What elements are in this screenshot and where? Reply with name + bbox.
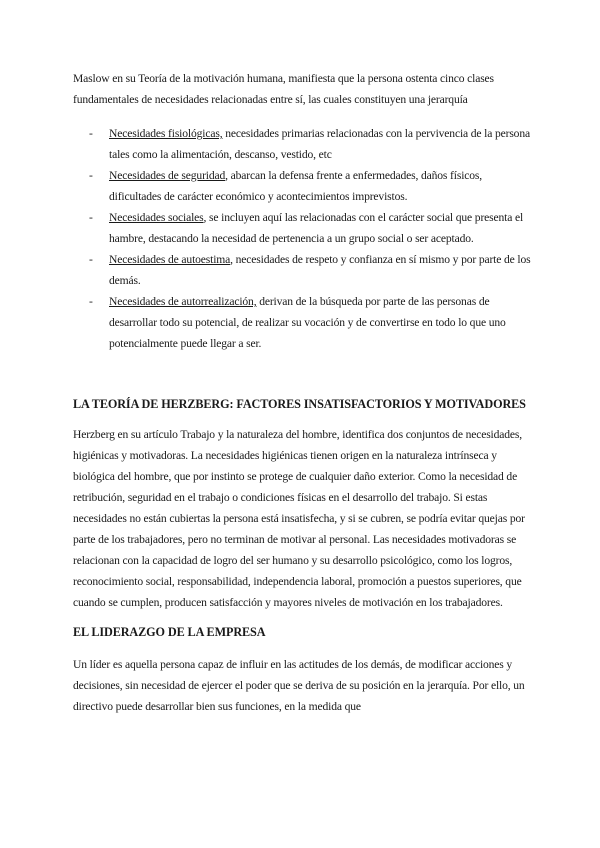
need-term: Necesidades fisiológicas, (109, 127, 223, 140)
maslow-intro-paragraph: Maslow en su Teoría de la motivación humana, manifiesta que la persona ostenta cinco clases fundamentales de necesidades relacionadas entre sí, las cuales constituyen una jerarquía (73, 72, 494, 106)
need-term: Necesidades sociales (109, 211, 204, 224)
need-term: Necesidades de autorrealización, (109, 295, 257, 308)
list-item (73, 291, 533, 354)
list-bullet: - (89, 169, 93, 182)
list-item (73, 123, 533, 165)
list-bullet: - (89, 211, 93, 224)
list-bullet: - (89, 295, 93, 308)
herzberg-heading: LA TEORÍA DE HERZBERG: FACTORES INSATISFACTORIOS Y MOTIVADORES (73, 397, 526, 411)
list-item (73, 207, 533, 249)
need-description: , abarcan la defensa frente a enfermedades, daños físicos, dificultades de carácter económico y acontecimientos imprevistos. (109, 169, 483, 203)
need-term: Necesidades de seguridad (109, 169, 226, 182)
need-description: necesidades primarias relacionadas con la pervivencia de la persona tales como la alimentación, descanso, vestido, etc (109, 127, 530, 161)
list-item (73, 249, 533, 291)
document-page (73, 68, 533, 717)
needs-list (73, 123, 533, 354)
liderazgo-paragraph: Un líder es aquella persona capaz de influir en las actitudes de los demás, de modificar acciones y decisiones, sin necesidad de ejercer el poder que se deriva de su posición en la jerarquía. Por ello, un directivo puede desarrollar bien sus funciones, en la medida que (73, 658, 525, 713)
need-description: derivan de la búsqueda por parte de las personas de desarrollar todo su potencial, de realizar su vocación y de convertirse en todo lo que uno potencialmente puede llegar a ser. (109, 295, 506, 350)
list-bullet: - (89, 127, 93, 140)
herzberg-paragraph: Herzberg en su artículo Trabajo y la naturaleza del hombre, identifica dos conjuntos de necesidades, higiénicas y motivadoras. La necesidades higiénicas tienen origen en la naturaleza intrínseca y biológica del hombre, que por instinto se protege de cualquier daño exterior. Como la necesidad de retribución, seguridad en el trabajo o condiciones físicas en el desarrollo del trabajo. Si estas necesidades no están cubiertas la persona está insatisfecha, y si se cubren, se podría evitar quejas por parte de los trabajadores, pero no terminan de motivar al personal. Las necesidades motivadoras se relacionan con la capacidad de logro del ser humano y su desarrollo psicológico, como los logros, reconocimiento social, responsabilidad, independencia laboral, promoción a puestos superiores, que cuando se cumplen, producen satisfacción y mayores niveles de motivación en los trabajadores. (73, 428, 525, 609)
need-description: , necesidades de respeto y confianza en sí mismo y por parte de los demás. (109, 253, 531, 287)
list-bullet: - (89, 253, 93, 266)
list-item (73, 165, 533, 207)
liderazgo-heading: EL LIDERAZGO DE LA EMPRESA (73, 625, 266, 639)
need-term: Necesidades de autoestima (109, 253, 231, 266)
need-description: , se incluyen aquí las relacionadas con el carácter social que presenta el hambre, destacando la necesidad de pertenencia a un grupo social o ser aceptado. (109, 211, 524, 245)
